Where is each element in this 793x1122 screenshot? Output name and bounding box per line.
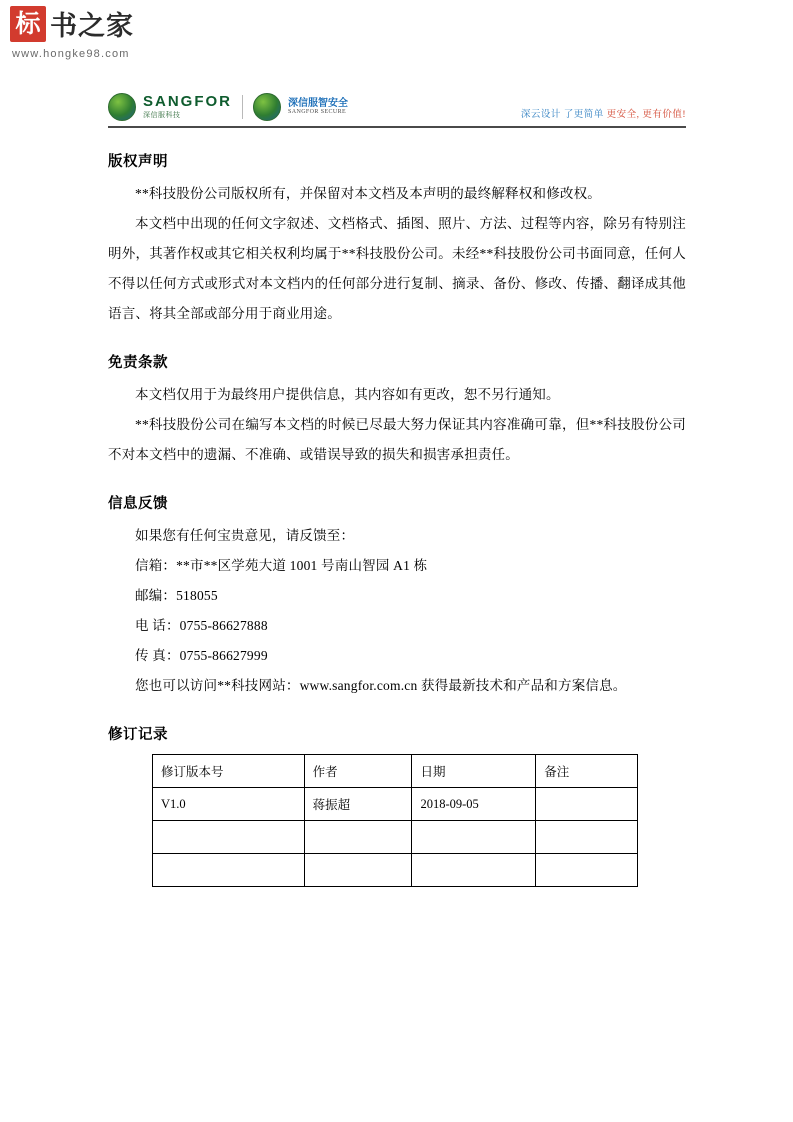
section-title-feedback: 信息反馈 <box>108 496 168 512</box>
header-slogan <box>521 106 686 120</box>
cell-version <box>153 854 305 887</box>
section-title-revision: 修订记录 <box>108 727 168 743</box>
revision-table <box>152 754 638 887</box>
brand-primary-sub: 深信服科技 <box>143 111 181 120</box>
table-row <box>153 788 638 821</box>
header-slogan-part2: 更安全, 更有价值! <box>606 110 686 120</box>
brand-divider <box>242 95 243 119</box>
watermark <box>10 4 180 60</box>
watermark-logo <box>10 4 180 43</box>
cell-version <box>153 821 305 854</box>
watermark-badge-icon: 标 <box>10 6 46 42</box>
sangfor-secure-logo-icon <box>253 93 281 121</box>
section-title-copyright: 版权声明 <box>108 154 168 170</box>
cell-remark <box>536 788 638 821</box>
feedback-fax: 传 真：0755-86627999 <box>135 648 268 663</box>
table-row <box>153 854 638 887</box>
copyright-paragraph-1: **科技股份公司版权所有，并保留对本文档及本声明的最终解释权和修改权。 <box>135 186 601 201</box>
brand-sangfor <box>108 93 232 121</box>
cell-author: 蒋振超 <box>304 788 412 821</box>
feedback-website: 您也可以访问**科技网站：www.sangfor.com.cn 获得最新技术和产品和方案信息。 <box>135 678 627 693</box>
feedback-address: 信箱：**市**区学苑大道 1001 号南山智园 A1 栋 <box>135 558 428 573</box>
watermark-url: www.hongke98.com <box>12 48 130 60</box>
document-page <box>108 88 686 887</box>
feedback-intro: 如果您有任何宝贵意见，请反馈至： <box>135 528 355 543</box>
column-header-date: 日期 <box>412 755 536 788</box>
cell-date <box>412 854 536 887</box>
section-title-disclaimer: 免责条款 <box>108 355 168 371</box>
document-header <box>108 88 686 128</box>
copyright-paragraph-2: 本文档中出现的任何文字叙述、文档格式、插图、照片、方法、过程等内容，除另有特别注明外，其著作权或其它相关权利均属于**科技股份公司。未经**科技股份公司书面同意，任何人不得以任何方式或形式对本文档内的任何部分进行复制、摘录、备份、修改、传播、翻译成其他语言、将其全部或部分用于商业用途。 <box>108 216 686 321</box>
cell-remark <box>536 854 638 887</box>
watermark-title: 书之家 <box>50 11 134 41</box>
brand-sangfor-secure <box>253 93 348 121</box>
column-header-author: 作者 <box>304 755 412 788</box>
disclaimer-paragraph-1: 本文档仅用于为最终用户提供信息，其内容如有更改，恕不另行通知。 <box>135 387 560 402</box>
column-header-version: 修订版本号 <box>153 755 305 788</box>
disclaimer-paragraph-2: **科技股份公司在编写本文档的时候已尽最大努力保证其内容准确可靠，但**科技股份公司不对本文档中的遗漏、不准确、或错误导致的损失和损害承担责任。 <box>108 417 686 462</box>
cell-date: 2018-09-05 <box>412 788 536 821</box>
cell-version: V1.0 <box>153 788 305 821</box>
brand-secondary-name: 深信服智安全 <box>288 97 348 109</box>
cell-date <box>412 821 536 854</box>
feedback-phone: 电 话：0755-86627888 <box>135 618 268 633</box>
brand-primary-name: SANGFOR <box>143 93 232 111</box>
cell-author <box>304 854 412 887</box>
cell-remark <box>536 821 638 854</box>
sangfor-logo-icon <box>108 93 136 121</box>
table-row <box>153 821 638 854</box>
cell-author <box>304 821 412 854</box>
header-slogan-part1: 深云设计 了更简单 <box>520 110 604 120</box>
column-header-remark: 备注 <box>536 755 638 788</box>
feedback-postcode: 邮编：518055 <box>135 588 218 603</box>
table-header-row <box>153 755 638 788</box>
brand-secondary-sub: SANGFOR SECURE <box>288 109 347 116</box>
